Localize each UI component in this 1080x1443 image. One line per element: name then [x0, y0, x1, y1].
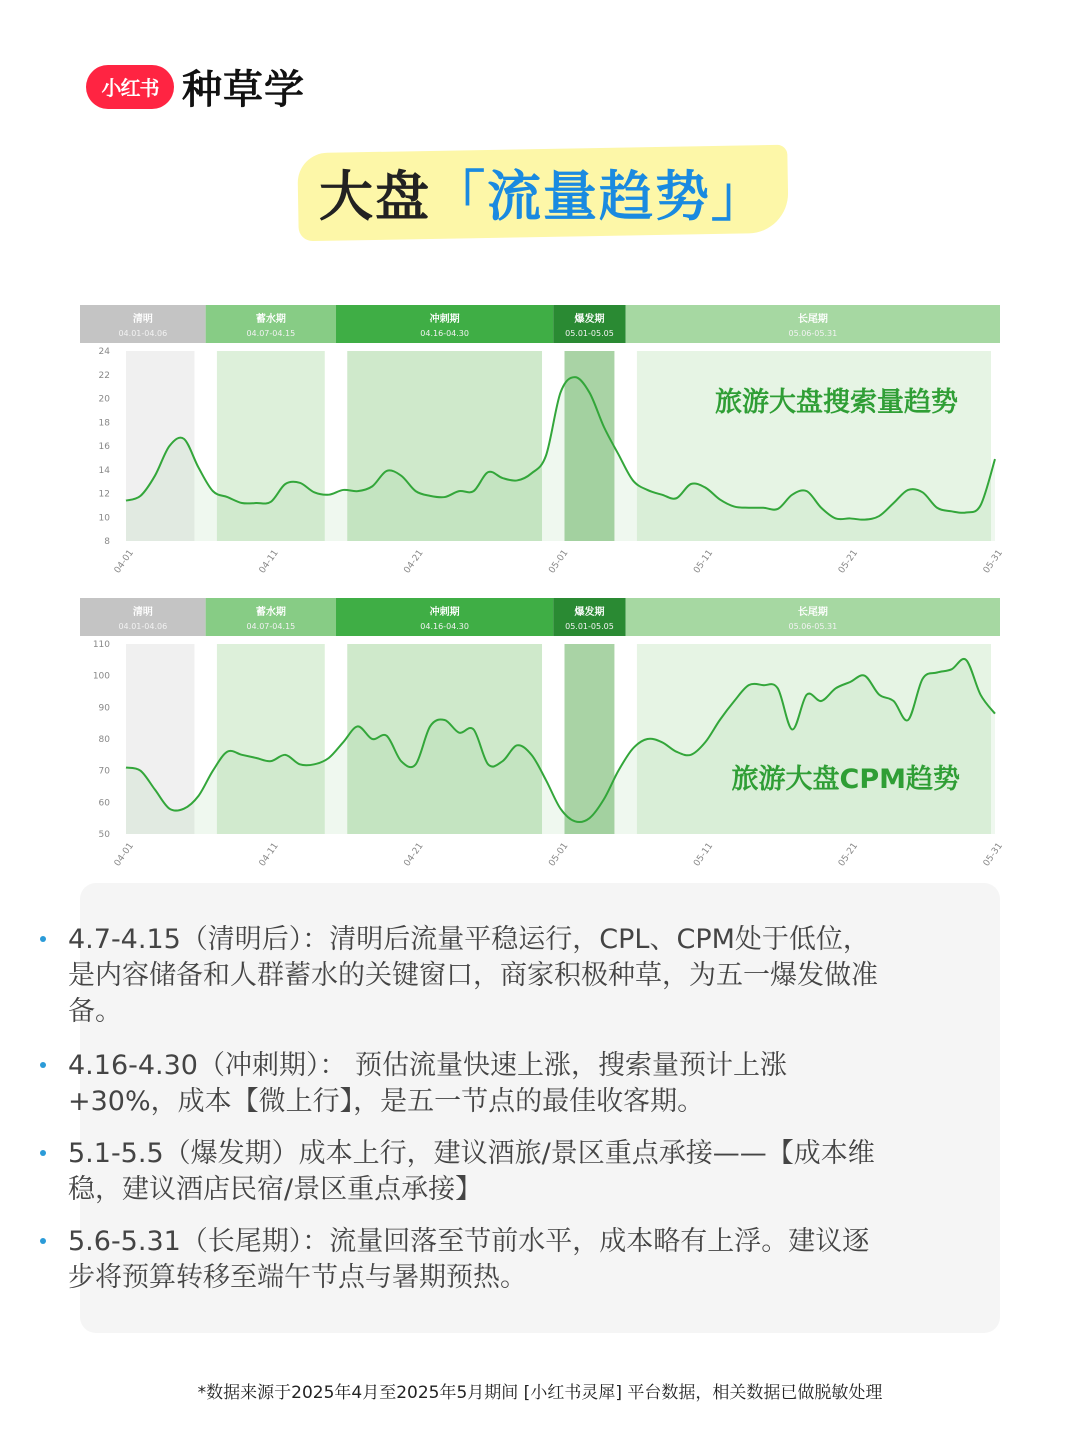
logo-badge: 小红书 — [86, 65, 174, 109]
y-tick-label: 60 — [98, 798, 110, 809]
x-tick-label: 05-31 — [981, 548, 1005, 576]
y-tick-label: 20 — [98, 394, 110, 405]
x-tick-label: 04-01 — [112, 841, 136, 869]
phase-label: 蓄水期 — [255, 314, 286, 325]
phase-label: 爆发期 — [574, 314, 605, 325]
y-tick-label: 110 — [92, 640, 110, 650]
y-tick-label: 16 — [98, 442, 110, 452]
y-tick-label: 12 — [98, 489, 110, 500]
insight-text: 5.6-5.31（长尾期）：流量回落至节前水平，成本略有上浮。建议逐步将预算转移至端午节点与暑期预热。 — [68, 1226, 870, 1293]
insight-item-qingming — [68, 922, 890, 1030]
phase-label: 爆发期 — [574, 607, 605, 618]
y-tick-label: 10 — [98, 513, 110, 524]
y-tick-label: 18 — [98, 418, 110, 429]
x-tick-label: 04-21 — [402, 548, 426, 576]
x-tick-label: 05-21 — [836, 841, 861, 869]
y-tick-label: 24 — [98, 347, 110, 357]
bullet-dot — [40, 936, 46, 942]
data-source-footnote: *数据来源于2025年4月至2025年5月期间 [小红书灵犀] 平台数据，相关数据已做脱敏处理 — [197, 1383, 883, 1403]
insight-text: 4.16-4.30（冲刺期）： 预估流量快速上涨，搜索量预计上涨+30%，成本【微上行】，是五一节点的最佳收客期。 — [68, 1050, 788, 1117]
x-tick-label: 05-11 — [692, 841, 716, 869]
phase-dates: 05.06-05.31 — [788, 329, 838, 338]
insight-item-sprint — [68, 1048, 890, 1120]
page-title — [298, 145, 788, 240]
cpm-chart — [80, 596, 1005, 871]
x-tick-label: 05-01 — [547, 548, 571, 576]
brand-logo — [86, 58, 305, 115]
x-tick-label: 04-21 — [402, 841, 426, 869]
logo-text: 种草学 — [182, 67, 305, 113]
insight-item-longtail — [68, 1224, 890, 1296]
phase-label: 清明 — [132, 607, 153, 618]
x-tick-label: 05-11 — [692, 548, 716, 576]
y-tick-label: 90 — [98, 703, 110, 714]
phase-label: 长尾期 — [797, 314, 828, 325]
bullet-dot — [40, 1062, 46, 1068]
title-accent: 「流量趋势」 — [431, 165, 767, 228]
phase-label: 冲刺期 — [429, 314, 460, 325]
y-tick-label: 14 — [98, 465, 110, 476]
chart-annotation: 旅游大盘搜索量趋势 — [715, 387, 958, 418]
phase-label: 长尾期 — [797, 607, 828, 618]
insight-text: 4.7-4.15（清明后）：清明后流量平稳运行，CPL、CPM处于低位，是内容储备和人群蓄水的关键窗口，商家积极种草，为五一爆发做准备。 — [68, 924, 878, 1027]
x-tick-label: 05-01 — [547, 841, 571, 869]
phase-dates: 04.01-04.06 — [118, 329, 168, 338]
x-tick-label: 04-11 — [257, 841, 281, 869]
y-tick-label: 80 — [98, 735, 110, 745]
phase-dates: 04.07-04.15 — [246, 329, 296, 338]
phase-dates: 04.16-04.30 — [420, 622, 469, 631]
phase-dates: 05.01-05.05 — [565, 329, 614, 338]
phase-label: 冲刺期 — [429, 607, 460, 618]
x-tick-label: 05-31 — [981, 841, 1005, 869]
insight-text: 5.1-5.5（爆发期）成本上行，建议酒旅/景区重点承接——【成本维稳，建议酒店民宿/景区重点承接】 — [68, 1138, 875, 1205]
page-title-wrap — [298, 145, 788, 240]
insight-item-burst — [68, 1136, 890, 1208]
y-tick-label: 22 — [98, 370, 110, 381]
y-tick-label: 70 — [98, 766, 110, 777]
phase-dates: 04.16-04.30 — [420, 329, 469, 338]
bullet-dot — [40, 1238, 46, 1244]
y-tick-label: 50 — [98, 830, 110, 840]
x-tick-label: 04-01 — [112, 548, 136, 576]
x-tick-label: 04-11 — [257, 548, 281, 576]
y-tick-label: 100 — [92, 671, 110, 682]
phase-dates: 04.01-04.06 — [118, 622, 168, 631]
bullet-dot — [40, 1150, 46, 1156]
search-volume-chart — [80, 303, 1005, 578]
phase-label: 蓄水期 — [255, 607, 286, 618]
phase-dates: 04.07-04.15 — [246, 622, 296, 631]
title-plain: 大盘 — [319, 165, 431, 228]
x-tick-label: 05-21 — [836, 548, 861, 576]
chart-annotation: 旅游大盘CPM趋势 — [731, 764, 960, 795]
y-tick-label: 8 — [104, 537, 110, 547]
phase-dates: 05.01-05.05 — [565, 622, 614, 631]
phase-dates: 05.06-05.31 — [788, 622, 838, 631]
phase-label: 清明 — [132, 314, 153, 325]
